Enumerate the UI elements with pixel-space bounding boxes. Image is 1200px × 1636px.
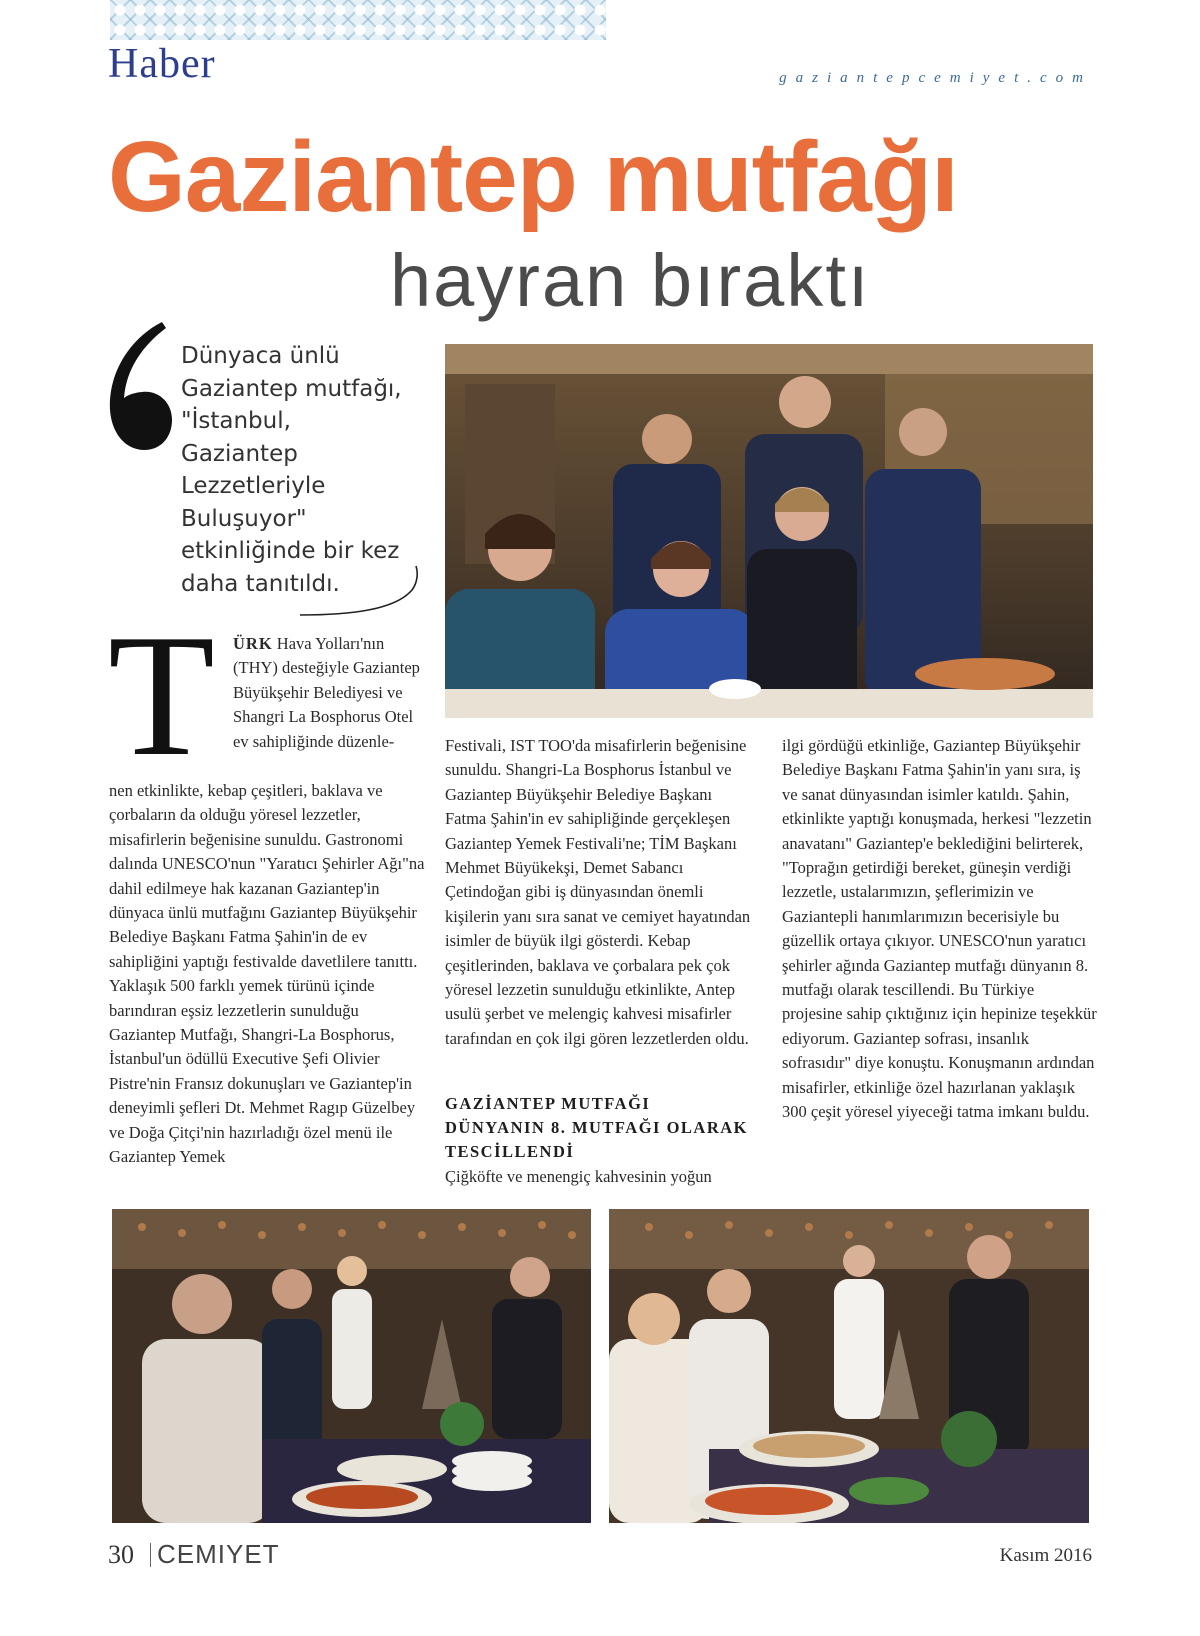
page-number: 30 bbox=[108, 1540, 134, 1569]
buffet-photo-right bbox=[609, 1209, 1089, 1523]
lead-text: Hava Yolları'nın (THY) desteğiyle Gaziantep Büyükşehir Belediyesi ve Shangri La Bosphorus Otel ev sahipliğinde düzenle- bbox=[233, 634, 420, 751]
article-column-1: nen etkinlikte, kebap çeşitleri, baklava ve çorbaların da olduğu yöresel lezzetler, misafirlerin beğenisine sunuldu. Gastronomi dalında UNESCO'nun "Yaratıcı Şehirler Ağı"na dahil edilmeye hak kazanan Gaziantep'in dünyaca ünlü mutfağını Gaziantep Büyükşehir Belediye Başkanı Fatma Şahin'in de ev sahipliğini yaptığı festivalde davetlilere tanıttı. Yaklaşık 500 farklı yemek türünü içinde barındıran eşsiz lezzetlerin sunulduğu Gaziantep Mutfağı, Shangri-La Bosphorus, İstanbul'un ödüllü Executive Şefi Olivier Pistre'nin Fransız dokunuşları ve Gaziantep'in deneyimli şefleri Dt. Mehmet Ragıp Güzelbey ve Doğa Çitçi'nin hazırladığı özel menü ile Gaziantep Yemek bbox=[109, 781, 425, 1167]
article-column-3: ilgi gördüğü etkinliğe, Gaziantep Büyükşehir Belediye Başkanı Fatma Şahin'in yanı sıra, iş ve sanat dünyasından isimler katıldı. Şahin, etkinlikte yaptığı konuşmada, herkesi "lezzetin anavatanı" Gaziantep'e beklediğini belirterek, "Toprağın getirdiği bereket, güneşin verdiği lezzetle, ustalarımızın, şeflerimizin ve Gaziantepli hanımlarımızın becerisiyle bu güzellik ortaya çıkıyor. UNESCO'nun yaratıcı şehirler ağında Gaziantep mutfağı dünyanın 8. mutfağı olarak tescillendi. Bu Türkiye projesine sahip çıktığınız için hepinize teşekkür ediyorum. Gaziantep sofrası, insanlık sofrasıdır" diye konuştu. Konuşmanın ardından misafirler, etkinliğe özel hazırlanan yaklaşık 300 çeşit yöresel yiyeceği tatma imkanı buldu. bbox=[782, 736, 1097, 1122]
quote-swoosh-decoration bbox=[300, 560, 420, 620]
site-url[interactable]: gaziantepcemiyet.com bbox=[779, 70, 1092, 86]
section-label: Haber bbox=[108, 41, 216, 87]
article-column-2-continued: Çiğköfte ve menengiç kahvesinin yoğun bbox=[445, 1167, 712, 1186]
lead-cap-word: ÜRK bbox=[233, 634, 273, 653]
drop-cap: T bbox=[108, 598, 215, 792]
pull-quote: Dünyaca ünlü Gaziantep mutfağı, "İstanbul, Gaziantep Lezzetleriyle Buluşuyor" etkinliğinde bir kez daha tanıtıldı. bbox=[181, 343, 402, 597]
buffet-photo-left bbox=[112, 1209, 591, 1523]
article-lead bbox=[233, 632, 423, 754]
footer-separator bbox=[150, 1543, 151, 1567]
quote-mark-icon bbox=[104, 318, 174, 458]
article-column-2: Festivali, IST TOO'da misafirlerin beğenisine sunuldu. Shangri-La Bosphorus İstanbul ve Gaziantep Büyükşehir Belediye Başkanı Fatma Şahin'in ev sahipliğinde gerçekleşen Gaziantep Yemek Festivali'ne; TİM Başkanı Mehmet Büyükekşi, Demet Sabancı Çetindoğan gibi iş dünyasından önemli kişilerin yanı sıra sanat ve cemiyet hayatından isimler de büyük ilgi gösterdi. Kebap çeşitlerinden, baklava ve çorbalara pek çok yöresel lezzetin sunulduğu etkinlikte, Antep usulü şerbet ve melengiç kahvesi misafirler tarafından en çok ilgi gören lezzetlerden oldu. bbox=[445, 736, 751, 1048]
article-subheading: GAZİANTEP MUTFAĞI DÜNYANIN 8. MUTFAĞI OLARAK TESCİLLENDİ bbox=[445, 1094, 749, 1161]
header-pattern-band bbox=[110, 0, 606, 40]
magazine-name: CEMIYET bbox=[157, 1539, 280, 1569]
group-photo bbox=[445, 344, 1093, 718]
issue-date: Kasım 2016 bbox=[999, 1545, 1092, 1566]
article-subheadline: hayran bıraktı bbox=[390, 239, 871, 322]
article-headline: Gaziantep mutfağı bbox=[108, 121, 958, 233]
